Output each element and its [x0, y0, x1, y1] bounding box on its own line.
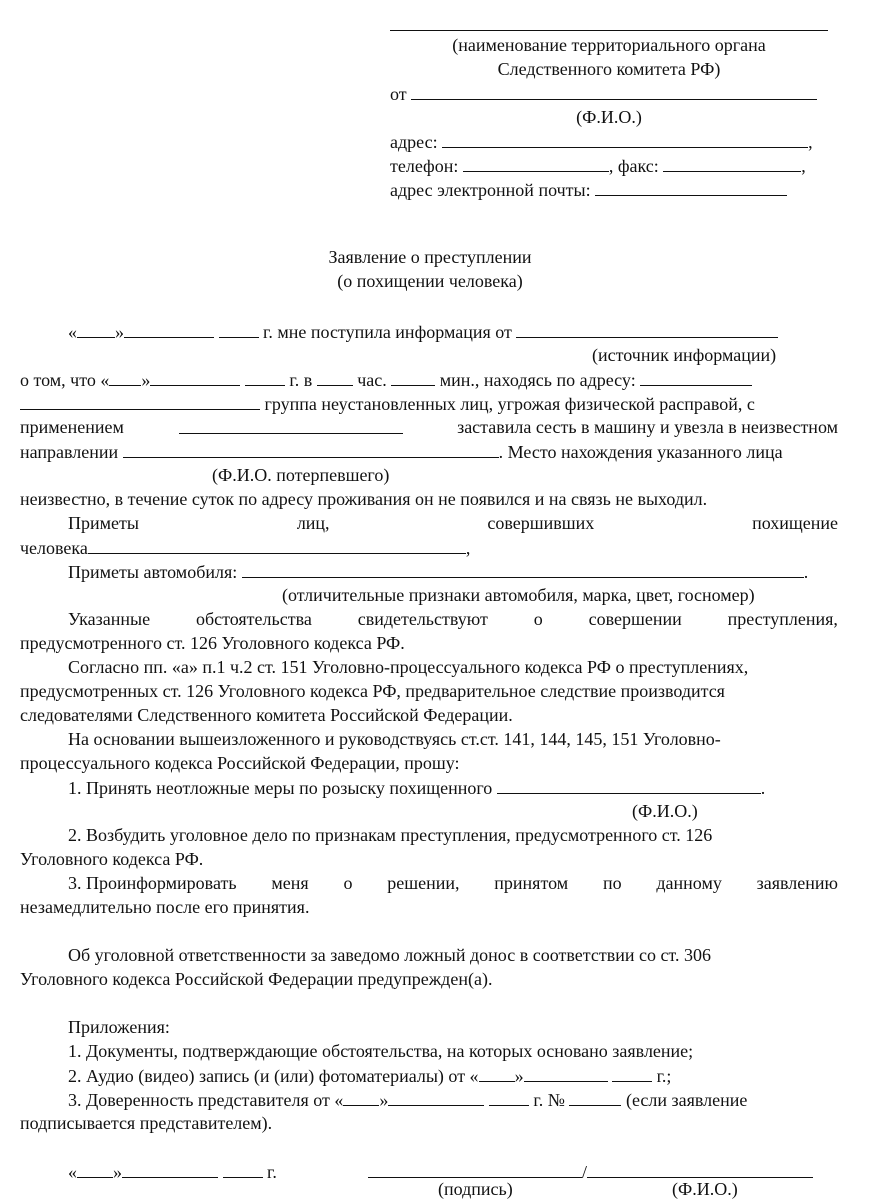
info-source-field[interactable] — [516, 320, 778, 338]
p1-line2: предусмотренного ст. 126 Уголовного кодекса РФ. — [20, 633, 405, 653]
email-field[interactable] — [595, 178, 787, 196]
phone-row: телефон: , факс: , — [390, 156, 806, 176]
source-caption: (источник информации) — [592, 345, 777, 365]
attachment-3: 3. Доверенность представителя от « » г. № (если заявление — [68, 1090, 748, 1110]
victim-fio-field[interactable] — [123, 440, 499, 458]
att2-day-field[interactable] — [479, 1064, 515, 1082]
p1-line1: Указанные обстоятельства свидетельствуют о совершении преступления, — [68, 609, 838, 629]
car-signs-field[interactable] — [242, 560, 804, 578]
email-row — [390, 178, 787, 200]
victim-caption: (Ф.И.О. потерпевшего) — [212, 465, 390, 485]
sign-caption: (подпись) — [438, 1179, 513, 1199]
p2-line3: следователями Следственного комитета Российской Федерации. — [20, 705, 513, 725]
warning-line2: Уголовного кодекса Российской Федерации предупрежден(а). — [20, 969, 493, 989]
signs-row-2: человека , — [20, 538, 471, 558]
weapon-row: применением заставила сесть в машину и увезла в неизвестном — [20, 417, 838, 437]
request-3-line2: незамедлительно после его принятия. — [20, 897, 310, 917]
event-hour-field[interactable] — [317, 368, 353, 386]
p3-line2: процессуального кодекса Российской Федерации, прошу: — [20, 753, 460, 773]
att2-month-field[interactable] — [524, 1064, 608, 1082]
sign-day-field[interactable] — [77, 1160, 113, 1178]
sign-year-field[interactable] — [223, 1160, 263, 1178]
doc-subtitle: (о похищении человека) — [337, 271, 523, 291]
phone-label: телефон: — [390, 156, 459, 176]
sign-slash: / — [582, 1162, 588, 1182]
p2-line1: Согласно пп. «а» п.1 ч.2 ст. 151 Уголовно-процессуального кодекса РФ о преступлениях, — [68, 657, 749, 677]
event-day-field[interactable] — [109, 368, 141, 386]
info-day-field[interactable] — [77, 320, 115, 338]
organ-name-line[interactable] — [390, 30, 828, 31]
organ-caption: (наименование территориального органа — [452, 35, 766, 55]
signature-field[interactable] — [368, 1160, 582, 1178]
request-2-line2: Уголовного кодекса РФ. — [20, 849, 204, 869]
att3-day-field[interactable] — [343, 1088, 379, 1106]
weapon-field[interactable] — [179, 416, 403, 434]
attachment-1: 1. Документы, подтверждающие обстоятельства, на которых основано заявление; — [68, 1041, 694, 1061]
persons-signs-field[interactable] — [88, 536, 466, 554]
event-address-field[interactable] — [640, 368, 752, 386]
address-label: адрес: — [390, 132, 438, 152]
att3-number-field[interactable] — [569, 1088, 621, 1106]
request-1-caption: (Ф.И.О.) — [632, 801, 698, 821]
att3-month-field[interactable] — [388, 1088, 484, 1106]
attachment-3-line2: подписывается представителем). — [20, 1113, 273, 1133]
att3-year-field[interactable] — [489, 1088, 529, 1106]
sign-date-row: « » г. — [68, 1162, 277, 1182]
from-row — [390, 82, 817, 104]
request-1: 1. Принять неотложные меры по розыску похищенного . — [68, 778, 766, 798]
signs-row: Приметы лиц, совершивших похищение — [68, 513, 838, 533]
event-year-field[interactable] — [245, 368, 285, 386]
p2-line2: предусмотренных ст. 126 Уголовного кодекса РФ, предварительное следствие производится — [20, 681, 725, 701]
organ-caption-2: Следственного комитета РФ) — [497, 59, 721, 79]
fax-label: , факс: — [608, 156, 659, 176]
warning-line1: Об уголовной ответственности за заведомо ложный донос в соответствии со ст. 306 — [68, 945, 711, 965]
sign-row — [368, 1160, 813, 1182]
email-label: адрес электронной почты: — [390, 180, 591, 200]
event-address-cont-field[interactable] — [20, 392, 260, 410]
from-label: от — [390, 84, 407, 104]
info-month-field[interactable] — [124, 320, 214, 338]
info-year-field[interactable] — [219, 320, 259, 338]
fio-caption: (Ф.И.О.) — [576, 107, 642, 127]
attachments-title: Приложения: — [68, 1017, 170, 1037]
event-row: о том, что « » г. в час. мин., находясь по адресу: — [20, 368, 752, 390]
from-fio-field[interactable] — [411, 82, 817, 100]
info-text: г. мне поступила информация от — [263, 322, 512, 342]
att2-year-field[interactable] — [612, 1064, 652, 1082]
address-row: адрес: , — [390, 132, 813, 152]
info-date-row: « » г. мне поступила информация от — [68, 320, 778, 342]
address-field[interactable] — [442, 130, 808, 148]
car-row: Приметы автомобиля: . — [68, 562, 809, 582]
direction-row: направлении . Место нахождения указанного лица — [20, 442, 783, 462]
abducted-fio-field[interactable] — [497, 776, 761, 794]
signer-fio-field[interactable] — [587, 1160, 813, 1178]
group-row: группа неустановленных лиц, угрожая физической расправой, с — [20, 392, 755, 414]
fax-field[interactable] — [663, 154, 801, 172]
doc-title: Заявление о преступлении — [328, 247, 532, 267]
event-minute-field[interactable] — [391, 368, 435, 386]
unknown-line: неизвестно, в течение суток по адресу проживания он не появился и на связь не выходил. — [20, 489, 708, 509]
attachment-2: 2. Аудио (видео) запись (и (или) фотоматериалы) от « » г.; — [68, 1066, 672, 1086]
request-3-line1: 3. Проинформировать меня о решении, принятом по данному заявлению — [68, 873, 838, 893]
car-caption: (отличительные признаки автомобиля, марка, цвет, госномер) — [282, 585, 755, 605]
event-month-field[interactable] — [150, 368, 240, 386]
request-2-line1: 2. Возбудить уголовное дело по признакам преступления, предусмотренного ст. 126 — [68, 825, 713, 845]
p3-line1: На основании вышеизложенного и руководствуясь ст.ст. 141, 144, 145, 151 Уголовно- — [68, 729, 721, 749]
sign-month-field[interactable] — [122, 1160, 218, 1178]
phone-field[interactable] — [463, 154, 609, 172]
signer-fio-caption: (Ф.И.О.) — [672, 1179, 738, 1199]
